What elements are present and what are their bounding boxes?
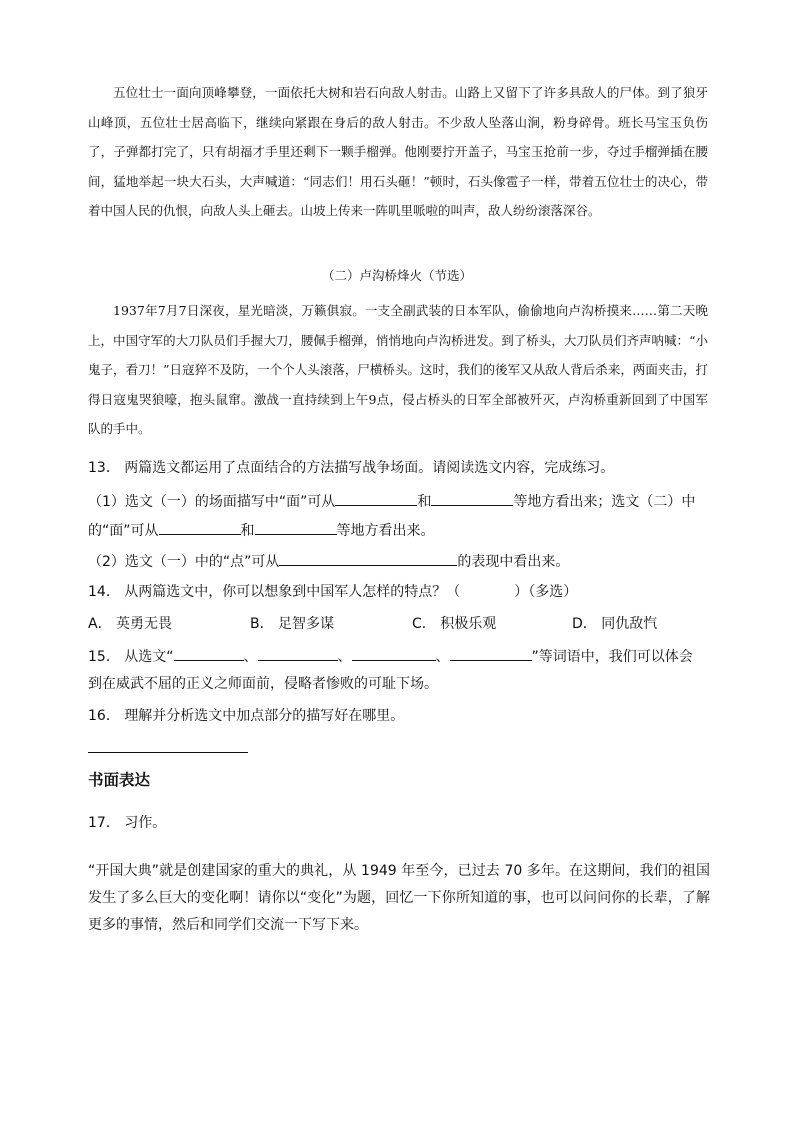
passage-two — [88, 296, 708, 444]
question-13-1-line2: 的“面”可从 和 等地方看出来。 — [88, 519, 708, 541]
question-15-line1: 15． 从选文“ 、 、 、 ”等词语中，我们可以体会 — [88, 645, 708, 667]
answer-blank[interactable] — [352, 645, 436, 661]
question-13-1-line1: （1）选文（一）的场面描写中“面”可从 和 等地方看出来；选文（二）中 — [88, 490, 708, 512]
question-13: 13． 两篇选文都运用了点面结合的方法描写战争场面。请阅读选文内容，完成练习。 — [88, 460, 615, 476]
answer-blank[interactable] — [159, 519, 241, 535]
answer-blank[interactable] — [450, 645, 532, 661]
question-17: 17． 习作。 — [88, 815, 167, 831]
option-a[interactable]: A． 英勇无畏 — [88, 616, 173, 632]
answer-blank[interactable] — [431, 490, 513, 506]
answer-blank[interactable] — [335, 490, 417, 506]
passage-one-text: 五位壮士一面向顶峰攀登，一面依托大树和岩石向敌人射击。山路上又留下了许多具敌人的尸体。到了狼牙山峰顶，五位壮士居高临下，继续向紧跟在身后的敌人射击。不少敌人坠落山涧，粉身碎骨。班长马宝玉负伤了，子弹都打完了，只有胡福才手里还剩下一颗手榴弹。他刚要拧开盖子，马宝玉抢前一步，夺过手榴弹插在腰间，猛地举起一块大石头，大声喊道：“同志们！用石头砸！”顿时，石头像雹子一样，带着五位壮士的决心，带着中国人民的仇恨，向敌人头上砸去。山坡上传来一阵叽里哌啦的叫声，敌人纷纷滚落深谷。 — [88, 85, 708, 219]
essay-prompt: “开国大典”就是创建国家的重大的典礼，从 1949 年至今，已过去 70 多年。在这期间，我们的祖国发生了多么巨大的变化啊！请你以“变化”为题，回忆一下你所知道的事，也可以问问你的长辈，了解更多的事情，然后和同学们交流一下写下来。 — [88, 863, 710, 933]
option-d[interactable]: D． 同仇敌忾 — [572, 616, 658, 632]
question-13-2: （2）选文（一）中的“点”可从 的表现中看出来。 — [88, 550, 708, 572]
section-title: 书面表达 — [88, 771, 151, 789]
passage-one — [88, 78, 708, 226]
question-14: 14． 从两篇选文中，你可以想象到中国军人怎样的特点？（ ）（多选） — [88, 584, 578, 600]
passage-two-title: （二）卢沟桥烽火（节选） — [321, 268, 472, 283]
question-15-line2: 到在威武不屈的正义之师面前，侵略者惨败的可耻下场。 — [88, 676, 438, 692]
section-divider — [88, 752, 248, 753]
question-16: 16． 理解并分析选文中加点部分的描写好在哪里。 — [88, 708, 405, 724]
option-b[interactable]: B． 足智多谋 — [250, 616, 335, 632]
option-c[interactable]: C． 积极乐观 — [412, 616, 497, 632]
answer-blank[interactable] — [279, 550, 457, 566]
answer-blank[interactable] — [258, 645, 338, 661]
passage-two-text: 1937年7月7日深夜，星光暗淡，万籁俱寂。一支全副武装的日本军队，偷偷地向卢沟桥摸来……第二天晚上，中国守军的大刀队员们手握大刀，腰佩手榴弹，悄悄地向卢沟桥进发。到了桥头，大刀队员们齐声呐喊：“小鬼子，看刀！”日寇猝不及防，一个个人头滚落，尸横桥头。这时，我们的後军又从敌人背后杀来，两面夹击，打得日寇鬼哭狼嚎，抱头鼠窜。激战一直持续到上午9点，侵占桥头的日军全部被歼灭，卢沟桥重新回到了中国军队的手中。 — [88, 303, 708, 437]
answer-blank[interactable] — [174, 645, 244, 661]
answer-blank[interactable] — [255, 519, 337, 535]
